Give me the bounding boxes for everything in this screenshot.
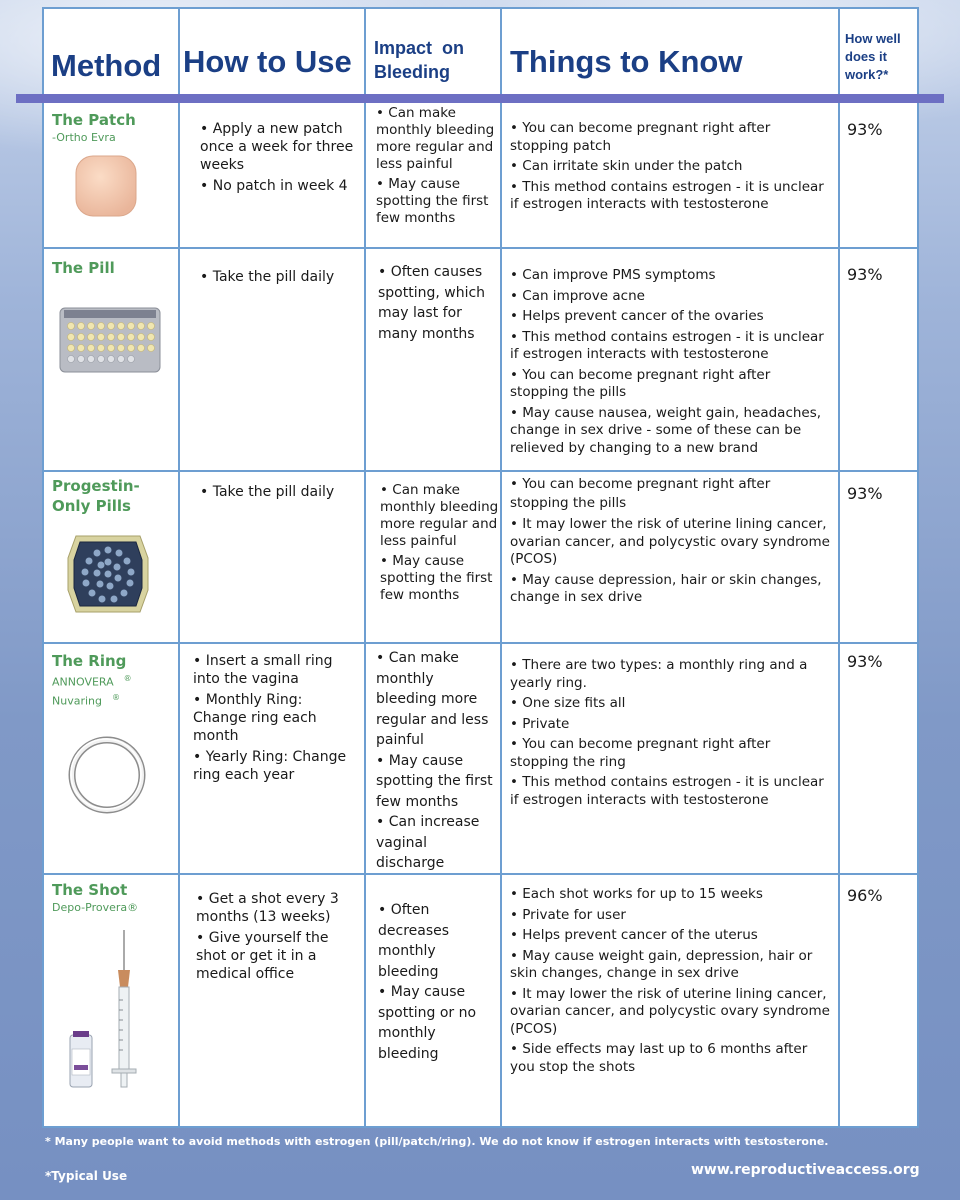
row-divider (44, 247, 917, 249)
row-ring-how-to-use (193, 652, 355, 787)
row-ring-impact (376, 648, 498, 877)
row-pill-effectiveness: 93% (847, 265, 883, 284)
list-item: • Private for user (510, 907, 830, 925)
list-item: • Monthly Ring: Change ring each month (193, 691, 355, 745)
row-progestin-effectiveness: 93% (847, 484, 883, 503)
row-ring-method (52, 651, 177, 708)
row-progestin-impact (380, 482, 500, 607)
list-item: • Often decreases monthly bleeding (378, 900, 498, 982)
row-patch-things-to-know (510, 120, 830, 217)
list-item: • May cause weight gain, depression, hair or skin changes, change in sex drive (510, 948, 830, 983)
list-item: • Take the pill daily (200, 268, 355, 286)
header-how-to-use: How to Use (183, 44, 352, 79)
list-item: • Can make monthly bleeding more regular and less painful (376, 648, 498, 751)
list-item: • It may lower the risk of uterine lining cancer, ovarian cancer, and polycystic ovary syndrome (PCOS) (510, 516, 830, 569)
list-item: • May cause depression, hair or skin changes, change in sex drive (510, 572, 830, 607)
row-shot-how-to-use (196, 890, 356, 986)
list-item: • Each shot works for up to 15 weeks (510, 886, 830, 904)
method-name: The Ring (52, 652, 127, 670)
row-pill-how-to-use (200, 268, 355, 289)
row-patch-method (52, 110, 177, 145)
row-ring-effectiveness: 93% (847, 652, 883, 671)
list-item: • You can become pregnant right after stopping patch (510, 120, 830, 155)
list-item: • Often causes spotting, which may last for many months (378, 262, 498, 344)
row-ring-things-to-know (510, 657, 830, 812)
row-pill-method (52, 258, 177, 278)
pill-pack-image (58, 306, 162, 374)
method-brand: ANNOVERA ® (52, 674, 132, 689)
list-item: • This method contains estrogen - it is unclear if estrogen interacts with testosterone (510, 774, 830, 809)
list-item: • No patch in week 4 (200, 177, 355, 195)
list-item: • Can make monthly bleeding more regular and less painful (380, 482, 500, 550)
column-divider (500, 9, 502, 1126)
column-divider (364, 9, 366, 1126)
method-name: The Pill (52, 259, 115, 277)
typical-use-note: *Typical Use (45, 1169, 128, 1183)
list-item: • Private (510, 716, 830, 734)
list-item: • There are two types: a monthly ring and a yearly ring. (510, 657, 830, 692)
row-progestin-method (52, 476, 177, 516)
method-brand: -Ortho Evra (52, 131, 116, 144)
list-item: • May cause nausea, weight gain, headaches, change in sex drive - some of these can be relieved by changing to a new brand (510, 405, 830, 458)
list-item: • May cause spotting the first few months (376, 176, 498, 227)
method-brand: Depo-Provera® (52, 901, 139, 914)
list-item: • Apply a new patch once a week for three weeks (200, 120, 355, 174)
header-impact-on-bleeding: Impact on Bleeding (374, 38, 465, 82)
row-patch-impact (376, 105, 498, 230)
row-shot-effectiveness: 96% (847, 886, 883, 905)
list-item: • Helps prevent cancer of the ovaries (510, 308, 830, 326)
header-method: Method (51, 48, 162, 83)
column-divider (178, 9, 180, 1126)
list-item: • It may lower the risk of uterine lining cancer, ovarian cancer, and polycystic ovary syndrome (PCOS) (510, 986, 830, 1039)
patch-image (73, 153, 139, 219)
row-progestin-how-to-use (200, 483, 355, 504)
list-item: • One size fits all (510, 695, 830, 713)
list-item: • Side effects may last up to 6 months after you stop the shots (510, 1041, 830, 1076)
row-pill-things-to-know (510, 267, 830, 460)
column-divider (838, 9, 840, 1126)
header-underline-bar (16, 94, 944, 103)
estrogen-footnote: * Many people want to avoid methods with estrogen (pill/patch/ring). We do not know if estrogen interacts with testosterone. (45, 1135, 829, 1148)
website-link[interactable]: www.reproductiveaccess.org (691, 1162, 920, 1178)
row-divider (44, 642, 917, 644)
ring-image (62, 730, 152, 820)
list-item: • Can improve acne (510, 288, 830, 306)
list-item: • You can become pregnant right after stopping the ring (510, 736, 830, 771)
list-item: • This method contains estrogen - it is unclear if estrogen interacts with testosterone (510, 179, 830, 214)
method-name: The Shot (52, 881, 128, 899)
list-item: • Take the pill daily (200, 483, 355, 501)
list-item: • Can increase vaginal discharge (376, 812, 498, 874)
list-item: • You can become pregnant right after stopping the pills (510, 475, 830, 513)
row-shot-method (52, 880, 177, 915)
row-shot-impact (378, 900, 498, 1067)
row-shot-things-to-know (510, 886, 830, 1079)
list-item: • Insert a small ring into the vagina (193, 652, 355, 688)
method-name: Progestin- (52, 477, 140, 495)
list-item: • May cause spotting the first few months (376, 751, 498, 813)
row-divider (44, 470, 917, 472)
list-item: • This method contains estrogen - it is unclear if estrogen interacts with testosterone (510, 329, 830, 364)
row-patch-effectiveness: 93% (847, 120, 883, 139)
list-item: • May cause spotting the first few months (380, 553, 500, 604)
row-progestin-things-to-know (510, 475, 830, 610)
method-name: The Patch (52, 111, 136, 129)
list-item: • Can make monthly bleeding more regular and less painful (376, 105, 498, 173)
list-item: • Get a shot every 3 months (13 weeks) (196, 890, 356, 926)
row-pill-impact (378, 262, 498, 347)
progestin-pill-pack-image (64, 528, 152, 620)
method-brand: Nuvaring ® (52, 692, 120, 708)
header-how-well-does-it-work: How well does it work?* (845, 31, 901, 82)
list-item: • May cause spotting or no monthly bleeding (378, 982, 498, 1064)
list-item: • You can become pregnant right after stopping the pills (510, 367, 830, 402)
header-things-to-know: Things to Know (510, 44, 743, 79)
list-item: • Helps prevent cancer of the uterus (510, 927, 830, 945)
list-item: • Can irritate skin under the patch (510, 158, 830, 176)
syringe-and-vial-image (62, 925, 142, 1095)
list-item: • Can improve PMS symptoms (510, 267, 830, 285)
list-item: • Give yourself the shot or get it in a medical office (196, 929, 356, 983)
row-patch-how-to-use (200, 120, 355, 198)
method-name: Only Pills (52, 497, 131, 515)
list-item: • Yearly Ring: Change ring each year (193, 748, 355, 784)
